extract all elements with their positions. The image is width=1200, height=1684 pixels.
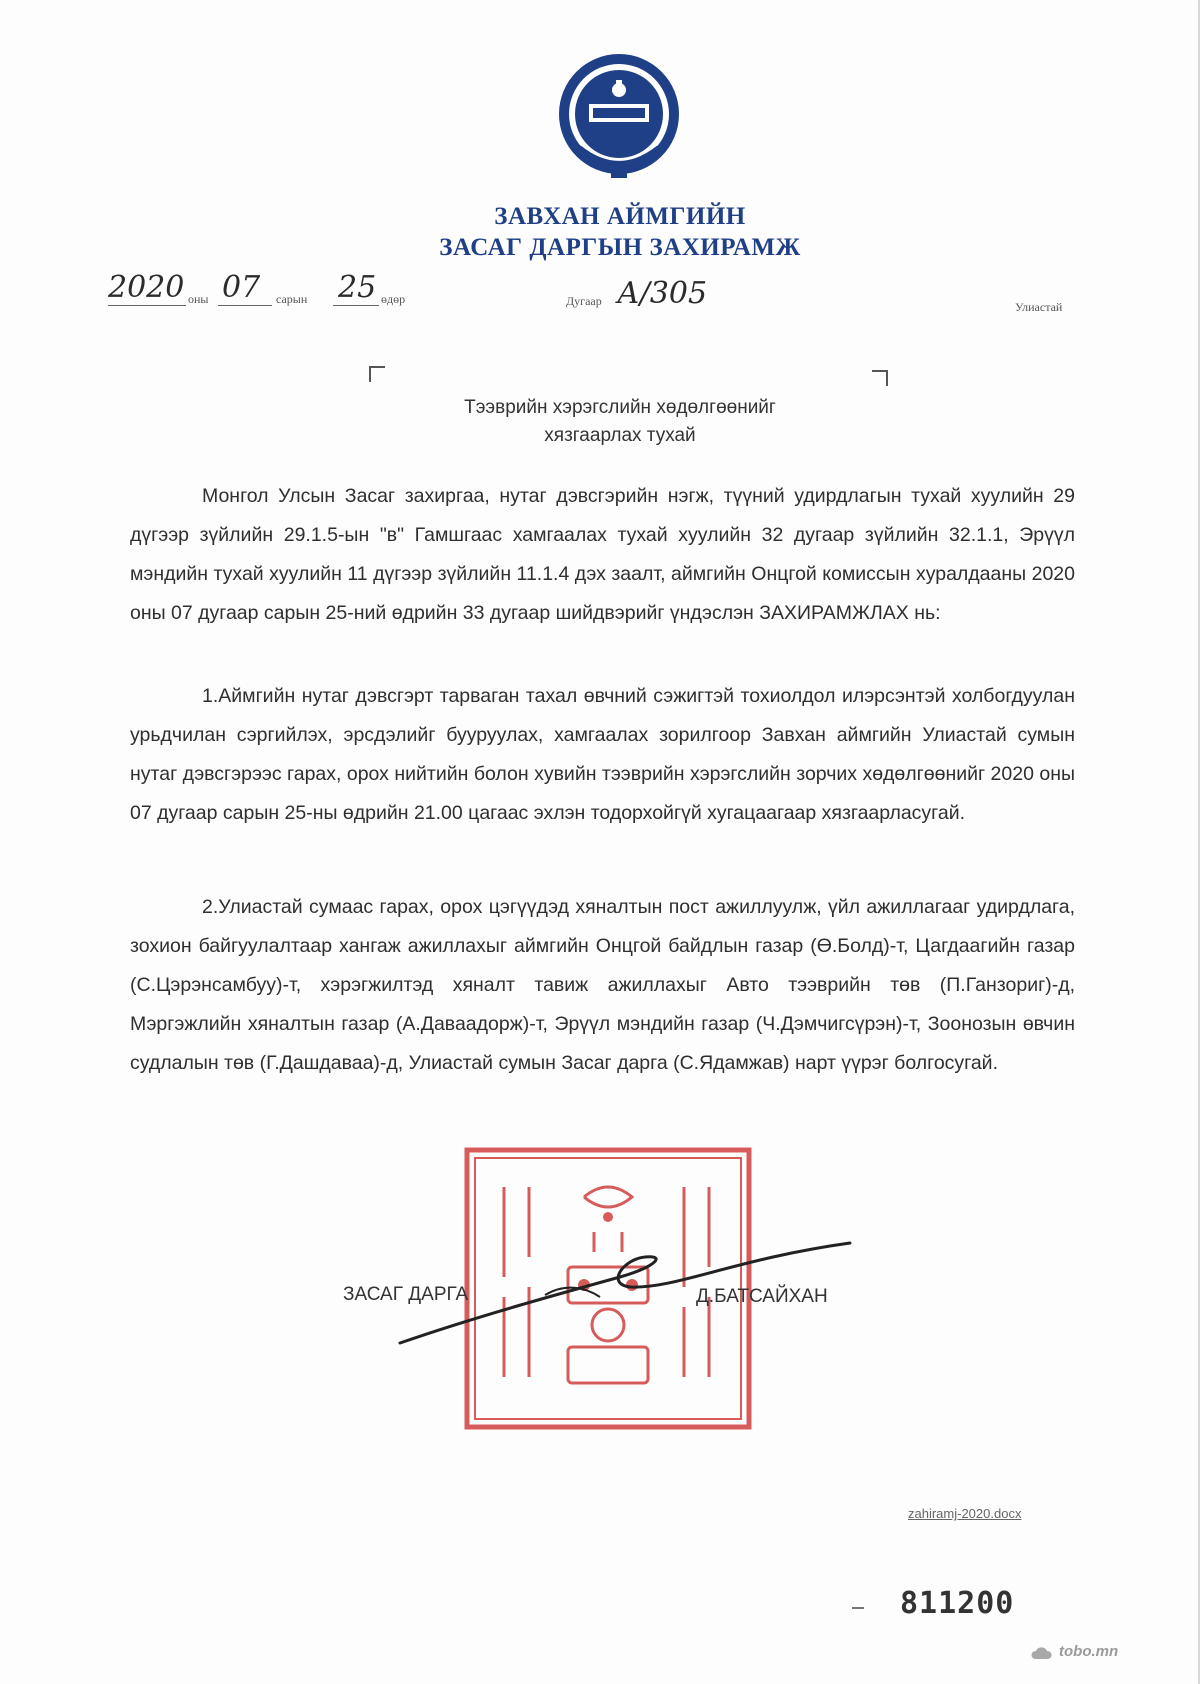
watermark-text: tobo.mn [1059,1643,1119,1660]
corner-mark-left [369,366,385,382]
date-year: 2020 [108,270,185,305]
date-day: 25 [338,270,377,305]
decree-title-line-2: хязгаарлах тухай [544,425,696,446]
number-label: Дугаар [566,294,602,308]
month-suffix: сарын [276,292,308,306]
date-month: 07 [222,270,261,305]
signature-name: Д.БАТСАЙХАН [696,1286,828,1307]
place-label: Улиастай [1015,300,1063,314]
decree-title-line-1: Тээврийн хэрэгслийн хөдөлгөөнийг [464,397,776,418]
state-emblem-icon [549,52,689,192]
year-underline [108,305,186,306]
watermark [1025,1643,1118,1660]
day-underline [333,305,379,306]
day-suffix: өдөр [381,292,406,306]
handwritten-signature [395,1225,855,1355]
serial-number: 811200 [900,1586,1015,1621]
corner-mark-right [872,370,888,386]
decree-number: А/305 [617,276,708,311]
intro-paragraph: Монгол Улсын Засаг захиргаа, нутаг дэвсгэрийн нэгж, түүний удирдлагын тухай хуулийн 29 дүгээр зүйлийн 29.1.5-ын "в" Гамшгаас хамгаалах тухай хуулийн 32 дугаар зүйлийн 32.1.1, Эрүүл мэндийн тухай хуулийн 11 дүгээр зүйлийн 11.1.4 дэх заалт, аймгийн Онцгой комиссын хуралдааны 2020 оны 07 дугаар сарын 25-ний өдрийн 33 дугаар шийдвэрийг үндэслэн ЗАХИРАМЖЛАХ нь: [130,485,1075,624]
header-line-2: ЗАСАГ ДАРГЫН ЗАХИРАМЖ [439,234,801,261]
month-underline [218,305,272,306]
document-reference: zahiramj-2020.docx [908,1506,1022,1521]
item-2-paragraph: 2.Улиастай сумаас гарах, орох цэгүүдэд хяналтын пост ажиллуулж, үйл ажиллагааг удирдлага, зохион байгуулалтаар хангаж ажиллахыг аймгийн Онцгой байдлын газар (Ө.Болд)-т, Цагдаагийн газар (С.Цэрэнсамбуу)-т, хэрэгжилтэд хяналт тавиж ажиллахыг Авто тээврийн төв (П.Ганзориг)-д, Мэргэжлийн хяналтын газар (А.Даваадорж)-т, Эрүүл мэндийн газар (Ч.Дэмчигсүрэн)-т, Зоонозын өвчин судлалын төв (Г.Дашдаваа)-д, Улиастай сумын Засаг дарга (С.Ядамжав) нарт үүрэг болгосугай. [130,896,1075,1074]
signature-title: ЗАСАГ ДАРГА [343,1284,469,1305]
year-suffix: оны [188,292,209,306]
item-1-paragraph: 1.Аймгийн нутаг дэвсгэрт тарваган тахал өвчний сэжигтэй тохиолдол илэрсэнтэй холбогдуулан урьдчилан сэргийлэх, эрсдэлийг бууруулах, хамгаалах зорилгоор Завхан аймгийн Улиастай сумын нутаг дэвсгэрээс гарах, орох нийтийн болон хувийн тээврийн хэрэгслийн зорчих хөдөлгөөнийг 2020 оны 07 дугаар сарын 25-ны өдрийн 21.00 цагаас эхлэн тодорхойгүй хугацаагаар хязгаарласугай. [130,685,1075,824]
serial-dash [852,1607,864,1609]
header-line-1: ЗАВХАН АЙМГИЙН [494,203,746,230]
